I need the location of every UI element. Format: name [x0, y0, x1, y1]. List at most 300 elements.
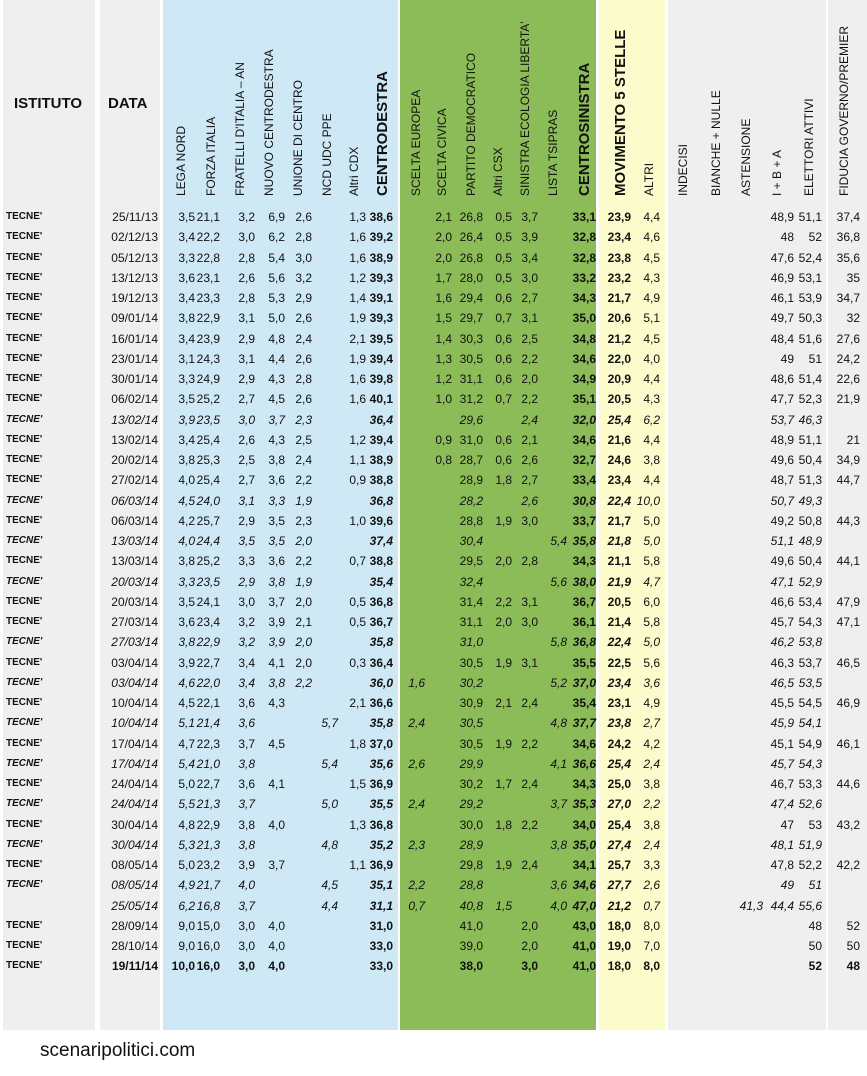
cell-data: 08/05/14	[111, 858, 158, 872]
cell-12: 3,0	[521, 615, 538, 629]
cell-2: 2,7	[238, 473, 255, 488]
cell-6: 0,5	[349, 615, 366, 629]
cell-9: 1,4	[435, 331, 452, 346]
cell-22: 48	[846, 959, 860, 974]
cell-16: 5,1	[643, 311, 660, 326]
col-header-13: LISTA TSIPRAS	[546, 109, 560, 196]
cell-istituto: TECNE'	[6, 676, 43, 688]
cell-9: 2,1	[435, 210, 452, 224]
cell-16: 5,8	[643, 615, 660, 629]
cell-7: 39,2	[369, 230, 393, 245]
cell-22: 36,8	[836, 230, 860, 245]
cell-20: 46,6	[770, 594, 794, 609]
cell-21: 51	[808, 878, 822, 893]
cell-istituto: TECNE'	[6, 656, 43, 668]
cell-7: 36,6	[369, 696, 393, 710]
cell-istituto: TECNE'	[6, 919, 43, 931]
cell-10: 31,4	[459, 594, 483, 609]
table-row	[0, 572, 867, 592]
cell-21: 51,9	[798, 837, 822, 852]
header-istituto: ISTITUTO	[14, 95, 83, 112]
cell-4: 1,9	[295, 574, 312, 589]
cell-2: 2,9	[238, 331, 255, 346]
cell-16: 5,8	[643, 554, 660, 569]
cell-20: 47	[780, 817, 794, 832]
cell-0: 3,8	[178, 453, 195, 467]
cell-4: 2,2	[295, 473, 312, 488]
cell-3: 3,7	[268, 858, 285, 872]
cell-16: 0,7	[643, 898, 660, 913]
cell-6: 1,3	[349, 210, 366, 224]
cell-istituto: TECNE'	[6, 231, 43, 243]
cell-1: 25,7	[196, 513, 220, 528]
cell-22: 44,6	[836, 777, 860, 791]
cell-12: 2,2	[521, 351, 538, 366]
cell-16: 3,8	[643, 817, 660, 832]
cell-15: 21,1	[607, 554, 631, 569]
cell-0: 3,4	[178, 230, 195, 245]
cell-7: 39,3	[369, 311, 393, 326]
cell-21: 50	[808, 939, 822, 953]
cell-3: 4,1	[268, 777, 285, 791]
cell-20: 48,9	[770, 210, 794, 224]
cell-20: 49	[780, 878, 794, 893]
cell-15: 20,6	[607, 311, 631, 326]
cell-11: 1,9	[495, 513, 512, 528]
cell-6: 1,6	[349, 392, 366, 407]
table-row	[0, 713, 867, 733]
cell-3: 3,8	[268, 453, 285, 467]
cell-11: 0,6	[495, 432, 512, 447]
cell-22: 50	[846, 939, 860, 953]
cell-20: 46,2	[770, 635, 794, 650]
cell-2: 3,1	[238, 493, 255, 508]
cell-2: 3,3	[238, 554, 255, 569]
cell-1: 24,0	[196, 493, 220, 508]
cell-14: 35,0	[572, 837, 596, 852]
cell-0: 3,3	[178, 574, 195, 589]
cell-3: 3,6	[268, 473, 285, 488]
cell-15: 22,5	[607, 655, 631, 670]
cell-15: 22,4	[607, 493, 631, 508]
cell-data: 20/03/14	[111, 594, 158, 609]
cell-12: 2,6	[521, 493, 538, 508]
cell-10: 31,2	[459, 392, 483, 407]
cell-istituto: TECNE'	[6, 859, 43, 870]
cell-11: 0,6	[495, 291, 512, 305]
cell-21: 53,7	[798, 655, 822, 670]
cell-10: 28,8	[459, 513, 483, 528]
cell-4: 2,6	[295, 311, 312, 326]
cell-10: 28,2	[459, 493, 483, 508]
cell-istituto: TECNE'	[6, 636, 43, 648]
cell-istituto: TECNE'	[6, 373, 43, 384]
cell-7: 36,4	[369, 655, 393, 670]
cell-14: 33,7	[572, 513, 596, 528]
col-header-20: I + B + A	[770, 149, 784, 196]
cell-21: 52	[808, 230, 822, 245]
cell-20: 47,6	[770, 250, 794, 265]
cell-20: 47,4	[770, 797, 794, 812]
cell-0: 3,4	[178, 291, 195, 305]
cell-1: 23,3	[196, 291, 220, 305]
cell-21: 52,4	[798, 250, 822, 265]
cell-7: 35,8	[369, 716, 393, 731]
cell-11: 0,7	[495, 392, 512, 407]
cell-7: 39,8	[369, 372, 393, 386]
cell-11: 1,8	[495, 817, 512, 832]
cell-0: 4,6	[178, 675, 195, 690]
table-row	[0, 551, 867, 571]
col-header-15: MOVIMENTO 5 STELLE	[612, 29, 629, 196]
cell-12: 2,0	[521, 939, 538, 953]
cell-2: 3,0	[238, 959, 255, 974]
cell-10: 28,0	[459, 270, 483, 285]
cell-9: 1,5	[435, 311, 452, 326]
col-header-21: ELETTORI ATTIVI	[802, 98, 816, 196]
cell-22: 43,2	[836, 817, 860, 832]
cell-1: 22,7	[196, 655, 220, 670]
cell-4: 2,5	[295, 432, 312, 447]
cell-istituto: TECNE'	[6, 960, 43, 972]
cell-0: 4,9	[178, 878, 195, 893]
cell-1: 21,1	[196, 210, 220, 224]
cell-0: 4,2	[178, 513, 195, 528]
cell-11: 1,5	[495, 898, 512, 913]
cell-3: 3,8	[268, 675, 285, 690]
cell-0: 4,8	[178, 817, 195, 832]
cell-3: 3,9	[268, 615, 285, 629]
cell-16: 7,0	[643, 939, 660, 953]
cell-3: 4,0	[268, 817, 285, 832]
table-row	[0, 511, 867, 531]
cell-5: 5,0	[321, 797, 338, 812]
cell-20: 48	[780, 230, 794, 245]
cell-7: 40,1	[369, 392, 393, 407]
table-row	[0, 835, 867, 855]
cell-20: 45,9	[770, 716, 794, 731]
cell-istituto: TECNE'	[6, 697, 43, 708]
cell-10: 28,8	[459, 878, 483, 893]
cell-16: 4,5	[643, 250, 660, 265]
cell-22: 47,1	[836, 615, 860, 629]
cell-1: 22,9	[196, 817, 220, 832]
cell-1: 23,4	[196, 615, 220, 629]
cell-6: 1,6	[349, 250, 366, 265]
cell-10: 26,4	[459, 230, 483, 245]
cell-7: 39,6	[369, 513, 393, 528]
cell-data: 24/04/14	[111, 777, 158, 791]
col-header-7: CENTRODESTRA	[374, 70, 391, 196]
cell-21: 53,8	[798, 635, 822, 650]
cell-7: 36,8	[369, 817, 393, 832]
cell-2: 2,8	[238, 291, 255, 305]
cell-22: 32	[846, 311, 860, 326]
cell-data: 10/04/14	[111, 696, 158, 710]
cell-7: 35,1	[369, 878, 393, 893]
cell-4: 2,0	[295, 635, 312, 650]
cell-2: 2,9	[238, 372, 255, 386]
cell-6: 0,7	[349, 554, 366, 569]
cell-16: 2,2	[643, 797, 660, 812]
cell-11: 0,6	[495, 331, 512, 346]
cell-4: 2,4	[295, 453, 312, 467]
cell-1: 23,1	[196, 270, 220, 285]
cell-20: 46,7	[770, 777, 794, 791]
cell-1: 16,0	[196, 959, 220, 974]
cell-4: 2,4	[295, 331, 312, 346]
cell-0: 3,3	[178, 372, 195, 386]
cell-20: 49,6	[770, 554, 794, 569]
cell-15: 27,0	[607, 797, 631, 812]
cell-1: 24,3	[196, 351, 220, 366]
cell-10: 30,2	[459, 675, 483, 690]
cell-0: 5,5	[178, 797, 195, 812]
cell-13: 3,6	[550, 878, 567, 893]
cell-data: 03/04/14	[111, 675, 158, 690]
cell-2: 2,8	[238, 250, 255, 265]
cell-13: 5,6	[550, 574, 567, 589]
cell-4: 2,2	[295, 554, 312, 569]
cell-data: 06/03/14	[111, 513, 158, 528]
table-row	[0, 248, 867, 268]
cell-20: 48,4	[770, 331, 794, 346]
cell-data: 20/03/14	[111, 574, 158, 589]
cell-0: 3,5	[178, 594, 195, 609]
cell-6: 1,6	[349, 230, 366, 245]
cell-6: 1,9	[349, 311, 366, 326]
cell-istituto: TECNE'	[6, 798, 43, 810]
cell-3: 3,9	[268, 635, 285, 650]
cell-21: 50,8	[798, 513, 822, 528]
cell-12: 2,2	[521, 817, 538, 832]
cell-0: 9,0	[178, 939, 195, 953]
cell-16: 5,0	[643, 534, 660, 548]
cell-7: 39,3	[369, 270, 393, 285]
cell-7: 35,5	[369, 797, 393, 812]
cell-0: 5,3	[178, 837, 195, 852]
cell-10: 38,0	[459, 959, 483, 974]
cell-istituto: TECNE'	[6, 616, 43, 627]
cell-10: 31,1	[459, 615, 483, 629]
cell-4: 1,9	[295, 493, 312, 508]
cell-istituto: TECNE'	[6, 292, 43, 303]
cell-5: 4,8	[321, 837, 338, 852]
cell-0: 6,2	[178, 898, 195, 913]
cell-10: 30,5	[459, 351, 483, 366]
cell-7: 38,8	[369, 554, 393, 569]
cell-1: 25,4	[196, 432, 220, 447]
cell-20: 47,1	[770, 574, 794, 589]
cell-6: 1,1	[349, 858, 366, 872]
cell-data: 25/05/14	[111, 898, 158, 913]
cell-data: 30/01/14	[111, 372, 158, 386]
cell-14: 33,2	[572, 270, 596, 285]
cell-4: 2,8	[295, 230, 312, 245]
cell-21: 55,6	[798, 898, 822, 913]
cell-data: 06/03/14	[111, 493, 158, 508]
table-row	[0, 896, 867, 916]
cell-8: 2,4	[408, 797, 425, 812]
cell-2: 3,0	[238, 594, 255, 609]
cell-20: 46,5	[770, 675, 794, 690]
cell-10: 30,5	[459, 736, 483, 751]
cell-7: 33,0	[369, 959, 393, 974]
cell-istituto: TECNE'	[6, 494, 43, 506]
cell-9: 1,2	[435, 372, 452, 386]
cell-15: 25,4	[607, 756, 631, 771]
col-header-17: INDECISI	[676, 143, 690, 196]
cell-4: 2,6	[295, 392, 312, 407]
cell-2: 3,4	[238, 675, 255, 690]
cell-11: 1,9	[495, 858, 512, 872]
cell-0: 5,0	[178, 858, 195, 872]
cell-1: 23,5	[196, 574, 220, 589]
table-row	[0, 693, 867, 713]
cell-6: 1,8	[349, 736, 366, 751]
cell-14: 33,1	[572, 210, 596, 224]
cell-16: 5,6	[643, 655, 660, 670]
cell-21: 51,3	[798, 473, 822, 488]
cell-15: 24,2	[607, 736, 631, 751]
cell-2: 3,8	[238, 817, 255, 832]
cell-6: 2,1	[349, 331, 366, 346]
table-row	[0, 632, 867, 652]
cell-4: 2,8	[295, 372, 312, 386]
cell-14: 43,0	[572, 918, 596, 933]
cell-21: 53	[808, 817, 822, 832]
cell-2: 3,0	[238, 939, 255, 953]
cell-15: 21,8	[607, 534, 631, 548]
cell-16: 4,5	[643, 331, 660, 346]
cell-10: 30,0	[459, 817, 483, 832]
cell-7: 36,8	[369, 493, 393, 508]
cell-data: 23/01/14	[111, 351, 158, 366]
cell-16: 4,3	[643, 392, 660, 407]
cell-11: 1,9	[495, 655, 512, 670]
cell-0: 3,4	[178, 331, 195, 346]
cell-0: 10,0	[171, 959, 195, 974]
cell-1: 22,0	[196, 675, 220, 690]
col-header-8: SCELTA EUROPEA	[409, 89, 423, 196]
cell-2: 2,7	[238, 392, 255, 407]
cell-data: 24/04/14	[111, 797, 158, 812]
cell-6: 1,6	[349, 372, 366, 386]
cell-12: 2,4	[521, 696, 538, 710]
cell-14: 32,8	[572, 230, 596, 245]
cell-12: 2,6	[521, 453, 538, 467]
cell-14: 37,0	[572, 675, 596, 690]
cell-2: 3,0	[238, 412, 255, 427]
cell-12: 3,4	[521, 250, 538, 265]
cell-14: 34,3	[572, 777, 596, 791]
cell-22: 46,9	[836, 696, 860, 710]
cell-4: 2,0	[295, 655, 312, 670]
cell-0: 3,5	[178, 392, 195, 407]
cell-15: 25,7	[607, 858, 631, 872]
cell-7: 39,4	[369, 432, 393, 447]
cell-7: 36,9	[369, 858, 393, 872]
cell-1: 21,7	[196, 878, 220, 893]
cell-1: 25,3	[196, 453, 220, 467]
cell-istituto: TECNE'	[6, 940, 43, 951]
cell-data: 19/12/13	[111, 291, 158, 305]
cell-istituto: TECNE'	[6, 818, 43, 830]
cell-7: 31,0	[369, 918, 393, 933]
cell-22: 47,9	[836, 594, 860, 609]
cell-7: 33,0	[369, 939, 393, 953]
cell-0: 3,6	[178, 270, 195, 285]
table-row	[0, 754, 867, 774]
cell-2: 3,8	[238, 756, 255, 771]
cell-15: 21,2	[607, 898, 631, 913]
table-row	[0, 936, 867, 956]
cell-15: 25,4	[607, 817, 631, 832]
cell-istituto: TECNE'	[6, 717, 43, 729]
cell-1: 22,8	[196, 250, 220, 265]
cell-7: 35,6	[369, 756, 393, 771]
cell-10: 31,0	[459, 432, 483, 447]
cell-15: 21,9	[607, 574, 631, 589]
cell-10: 30,5	[459, 655, 483, 670]
cell-15: 21,7	[607, 513, 631, 528]
cell-11: 1,7	[495, 777, 512, 791]
cell-11: 0,6	[495, 372, 512, 386]
col-header-10: PARTITO DEMOCRATICO	[464, 52, 478, 196]
cell-7: 36,9	[369, 777, 393, 791]
col-header-18: BIANCHE + NULLE	[709, 90, 723, 196]
table-row	[0, 673, 867, 693]
cell-14: 41,0	[572, 939, 596, 953]
cell-istituto: TECNE'	[6, 474, 43, 486]
cell-22: 35	[846, 270, 860, 285]
cell-istituto: TECNE'	[6, 555, 43, 567]
cell-1: 24,9	[196, 372, 220, 386]
cell-16: 3,8	[643, 453, 660, 467]
cell-22: 44,7	[836, 473, 860, 488]
cell-20: 45,7	[770, 756, 794, 771]
cell-3: 3,8	[268, 574, 285, 589]
cell-2: 3,7	[238, 797, 255, 812]
cell-15: 22,4	[607, 635, 631, 650]
cell-22: 42,2	[836, 858, 860, 872]
cell-9: 0,9	[435, 432, 452, 447]
cell-20: 49,7	[770, 311, 794, 326]
cell-2: 2,9	[238, 513, 255, 528]
cell-20: 47,8	[770, 858, 794, 872]
cell-4: 2,6	[295, 210, 312, 224]
cell-16: 4,4	[643, 372, 660, 386]
table-row	[0, 349, 867, 369]
cell-14: 34,3	[572, 554, 596, 569]
cell-12: 2,7	[521, 473, 538, 488]
cell-15: 23,4	[607, 473, 631, 488]
cell-3: 4,3	[268, 372, 285, 386]
cell-istituto: TECNE'	[6, 879, 43, 891]
cell-0: 3,4	[178, 432, 195, 447]
cell-7: 35,8	[369, 635, 393, 650]
cell-13: 4,1	[550, 756, 567, 771]
cell-1: 21,3	[196, 837, 220, 852]
cell-22: 44,3	[836, 513, 860, 528]
cell-16: 6,0	[643, 594, 660, 609]
cell-10: 32,4	[459, 574, 483, 589]
cell-istituto: TECNE'	[6, 413, 43, 425]
cell-6: 0,9	[349, 473, 366, 488]
table-row	[0, 288, 867, 308]
cell-data: 27/02/14	[111, 473, 158, 488]
cell-8: 0,7	[408, 898, 425, 913]
